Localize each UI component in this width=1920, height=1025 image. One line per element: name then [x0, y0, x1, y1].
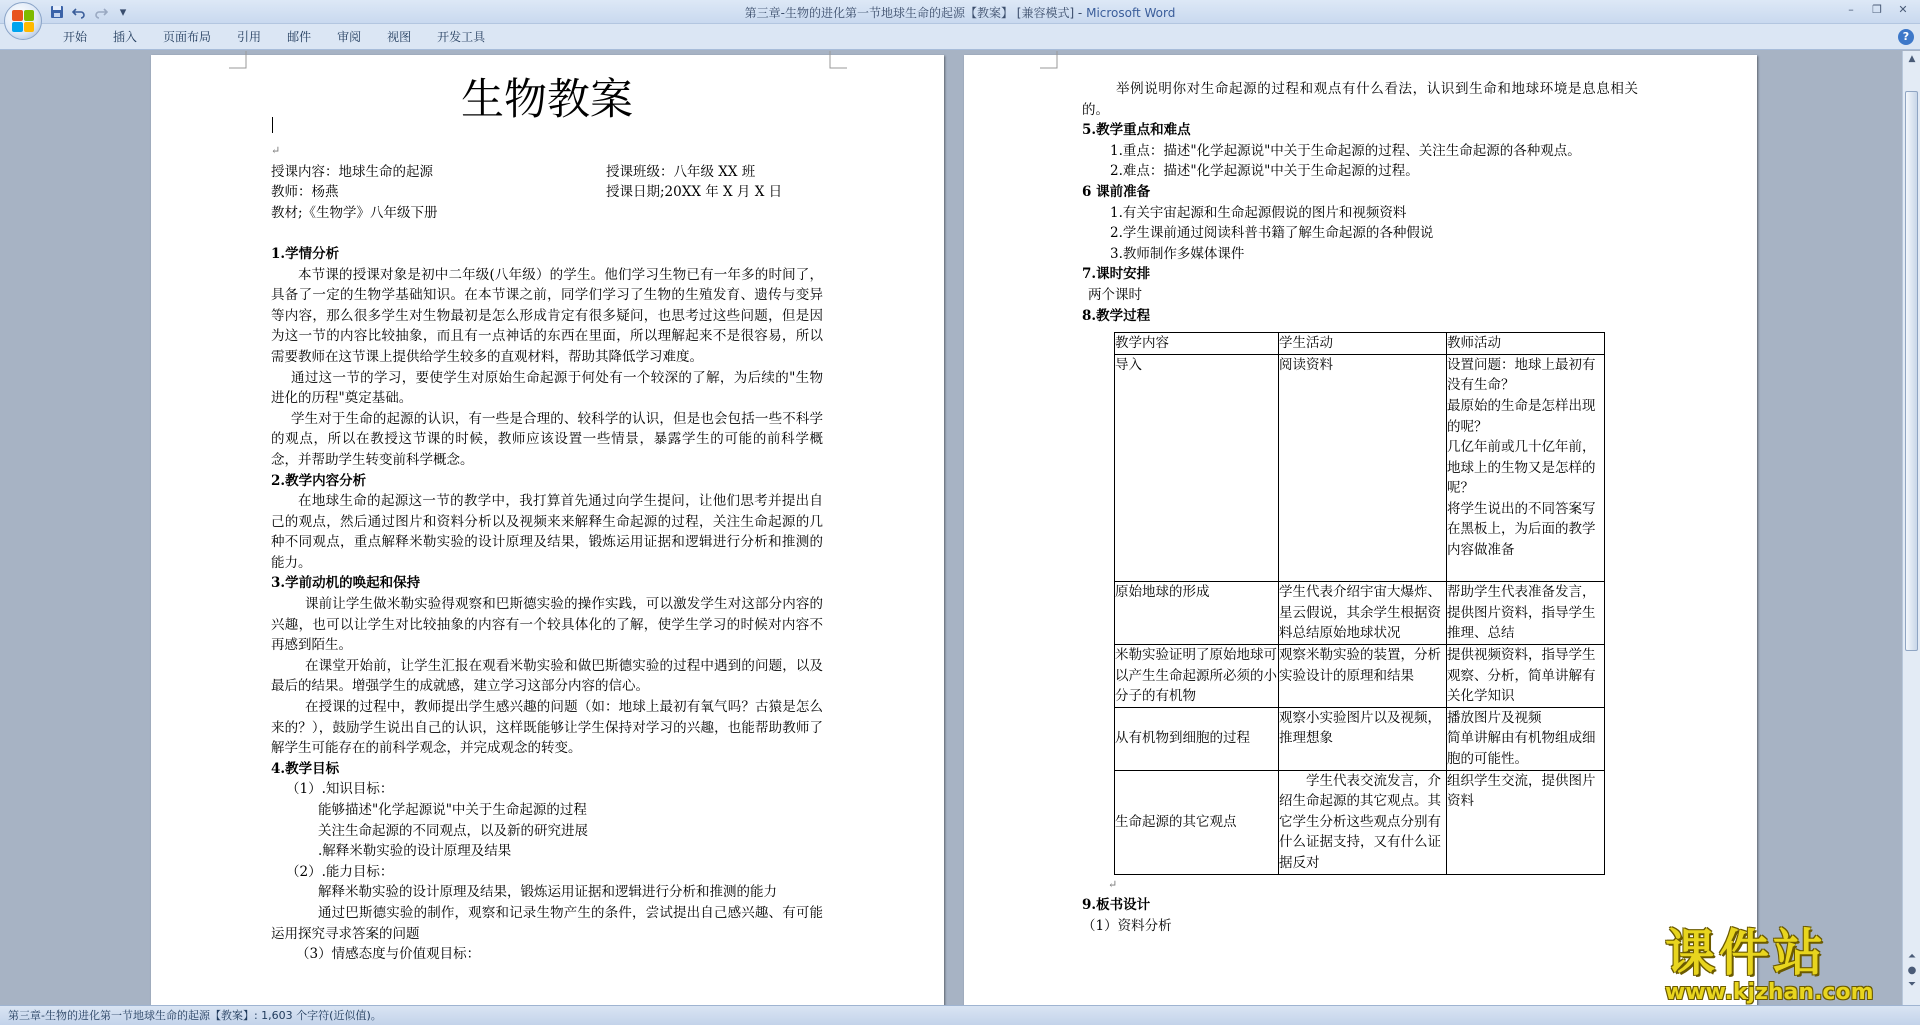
tab-view[interactable]: 视图	[387, 30, 412, 44]
table-row	[1115, 770, 1605, 874]
table-row	[1115, 582, 1605, 645]
list-item: 两个课时	[1088, 286, 1142, 303]
tab-developer[interactable]: 开发工具	[437, 30, 486, 44]
section-heading: 8.教学过程	[1082, 307, 1151, 324]
cell-line: 简单讲解由有机物组成细胞的可能性。	[1447, 730, 1596, 767]
table-cell: 帮助学生代表准备发言，提供图片资料，指导学生推理、总结	[1447, 582, 1605, 645]
cell-line: 播放图片及视频	[1447, 709, 1542, 726]
objective-label: （3）情感态度与价值观目标：	[296, 946, 481, 963]
cell-line: 几亿年前或几十亿年前，地球上的生物又是怎样的呢？	[1447, 439, 1596, 497]
objective-label: （1）.知识目标：	[286, 781, 394, 798]
section-heading: 1.学情分析	[271, 245, 340, 262]
paragraph: 举例说明你对生命起源的过程和观点有什么看法，认识到生命和地球环境是息息相关的。	[1082, 81, 1638, 118]
watermark-url: www.kjzhan.com	[1665, 980, 1874, 1005]
paragraph: 在授课的过程中，教师提出学生感兴趣的问题（如：地球上最初有氧气吗？古猿是怎么来的？），鼓励学生说出自己的认识，这样既能够让学生保持对学习的兴趣，也能帮助教师了解学生可能存在的前科学观念，并完成观念的转变。	[271, 699, 823, 757]
help-icon[interactable]: ?	[1898, 29, 1914, 45]
tab-references[interactable]: 引用	[237, 30, 262, 44]
table-cell	[1115, 707, 1279, 770]
app-name: Microsoft Word	[1086, 6, 1176, 20]
paragraph: 课前让学生做米勒实验得观察和巴斯德实验的操作实践，可以激发学生对这部分内容的兴趣，也可以让学生对比较抽象的内容有一个较具体化的了解，使学生学习的时候对内容不再感到陌生。	[271, 596, 823, 654]
objective-item: .解释米勒实验的设计原理及结果	[318, 843, 512, 860]
close-icon[interactable]: ✕	[1898, 2, 1908, 16]
list-item: 1.有关宇宙起源和生命起源假说的图片和视频资料	[1110, 204, 1407, 221]
chevron-down-icon[interactable]: ▾	[119, 4, 127, 20]
objective-item: 解释米勒实验的设计原理及结果，锻炼运用证据和逻辑进行分析和推测的能力	[318, 884, 777, 901]
paragraph: 通过这一节的学习，要使学生对原始生命起源于何处有一个较深的了解，为后续的"生物进化的历程"奠定基础。	[271, 369, 823, 407]
document-title: 第三章-生物的进化第一节地球生命的起源【教案】 [兼容模式] -	[744, 6, 1083, 20]
table-row	[1115, 707, 1605, 770]
list-item: 2.学生课前通过阅读科普书籍了解生命起源的各种假说	[1110, 225, 1434, 242]
table-cell: 学生代表交流发言，介绍生命起源的其它观点。其它学生分析这些观点分别有什么证据支持，又有什么证据反对	[1279, 770, 1447, 874]
list-item: 3.教师制作多媒体课件	[1110, 245, 1245, 262]
table-header: 教学内容	[1115, 333, 1279, 355]
paragraph: 本节课的授课对象是初中二年级(八年级）的学生。他们学习生物已有一年多的时间了，具备了一定的生物学基础知识。在本节课之前，同学们学习了生物的生殖发育、遗传与变异等内容，那么很多学生对生物最初是怎么形成肯定有很多疑问，也思考过这些问题，但是因为这一节的内容比较抽象，而且有一点神话的东西在里面，所以理解起来不是很容易，所以需要教师在这节课上提供给学生较多的直观材料，帮助其降低学习难度。	[271, 266, 823, 365]
table-cell: 观察米勒实验的装置，分析实验设计的原理和结果	[1279, 645, 1447, 708]
page-2-content	[1082, 79, 1638, 936]
meta-class: 授课班级：八年级 XX 班	[606, 163, 756, 180]
paragraph: 在课堂开始前，让学生汇报在观看米勒实验和做巴斯德实验的过程中遇到的问题，以及最后的结果。增强学生的成就感，建立学习这部分内容的信心。	[271, 657, 823, 695]
meta-textbook: 教材;《生物学》八年级下册	[271, 204, 438, 221]
ribbon	[0, 24, 1920, 50]
table-cell: 提供视频资料，指导学生观察、分析，简单讲解有关化学知识	[1447, 645, 1605, 708]
section-heading: 6 课前准备	[1082, 183, 1151, 200]
table-cell: 学生代表介绍宇宙大爆炸、星云假说，其余学生根据资料总结原始地球状况	[1279, 582, 1447, 645]
table-cell: 原始地球的形成	[1115, 582, 1279, 645]
paragraph: 在地球生命的起源这一节的教学中，我打算首先通过向学生提问，让他们思考并提出自己的观点，然后通过图片和资料分析以及视频来来解释生命起源的过程，关注生命起源的几种不同观点，重点解释米勒实验的设计原理及结果，锻炼运用证据和逻辑进行分析和推测的能力。	[271, 493, 823, 571]
section-heading: 9.板书设计	[1082, 897, 1151, 914]
ribbon-tabs	[50, 24, 498, 50]
table-header-row	[1115, 333, 1605, 355]
document-area[interactable]	[0, 51, 1902, 1005]
scroll-thumb[interactable]	[1905, 91, 1918, 651]
cell-line: 最原始的生命是怎样出现的呢？	[1447, 397, 1596, 435]
list-item: （1）资料分析	[1082, 917, 1172, 934]
minimize-icon[interactable]: –	[1848, 2, 1854, 16]
table-cell: 生命起源的其它观点	[1115, 770, 1279, 874]
table-header: 教师活动	[1447, 333, 1605, 355]
section-heading: 2.教学内容分析	[271, 472, 367, 489]
next-page-icon[interactable]: ⏷	[1908, 979, 1916, 990]
meta-date: 授课日期;20XX 年 X 月 X 日	[606, 184, 783, 201]
meta-teacher: 教师：杨燕	[271, 184, 339, 201]
paragraph-mark: ↵	[1108, 877, 1118, 891]
tab-review[interactable]: 审阅	[337, 30, 362, 44]
page-2[interactable]	[964, 55, 1757, 1005]
objective-label: （2）.能力目标：	[286, 863, 394, 880]
section-heading: 5.教学重点和难点	[1082, 122, 1191, 139]
browse-object-icon[interactable]: ●	[1907, 965, 1917, 976]
paragraph: 学生对于生命的起源的认识，有一些是合理的、较科学的认识，但是也会包括一些不科学的观点，所以在教授这节课的时候，教师应该设置一些情景，暴露学生的可能的前科学概念，并帮助学生转变前科学概念。	[271, 410, 823, 468]
table-cell: 导入	[1115, 354, 1279, 582]
status-bar	[0, 1005, 1920, 1025]
table-cell: 观察小实验图片以及视频，推理想象	[1279, 707, 1447, 770]
table-cell	[1447, 707, 1605, 770]
tab-mailings[interactable]: 邮件	[287, 30, 312, 44]
title-bar	[0, 0, 1920, 24]
objective-item: 关注生命起源的不同观点，以及新的研究进展	[318, 822, 588, 839]
office-logo-icon	[12, 10, 34, 32]
list-item: 1.重点：描述"化学起源说"中关于生命起源的过程、关注生命起源的各种观点。	[1110, 142, 1581, 159]
table-cell: 组织学生交流，提供图片资料	[1447, 770, 1605, 874]
status-text: 第三章-生物的进化第一节地球生命的起源【教案】: 1,603 个字符(近似值)。	[8, 1009, 382, 1022]
page-1-content	[271, 65, 823, 965]
table-cell	[1447, 354, 1605, 582]
restore-icon[interactable]: ❐	[1872, 2, 1882, 16]
cell-line: 从有机物到细胞的过程	[1115, 730, 1250, 747]
watermark-logo	[1665, 925, 1905, 1005]
meta-row	[271, 162, 823, 183]
cell-line: 设置问题：地球上最初有没有生命？	[1447, 356, 1596, 394]
office-button[interactable]	[4, 2, 42, 40]
tab-page-layout[interactable]: 页面布局	[163, 30, 212, 44]
cell-line: 将学生说出的不同答案写在黑板上，为后面的教学内容做准备	[1447, 500, 1596, 559]
tab-home[interactable]: 开始	[63, 30, 88, 44]
cell-spacer	[1447, 561, 1604, 582]
window-controls	[1838, 0, 1916, 18]
table-cell: 阅读资料	[1279, 354, 1447, 582]
meta-row	[271, 182, 823, 203]
section-heading: 4.教学目标	[271, 760, 340, 777]
margin-corner-mark	[1040, 51, 1062, 73]
table-header: 学生活动	[1279, 333, 1447, 355]
lesson-table	[1114, 332, 1605, 874]
section-heading: 3.学前动机的唤起和保持	[271, 575, 421, 592]
tab-insert[interactable]: 插入	[113, 30, 138, 44]
previous-page-icon[interactable]: ⏶	[1908, 951, 1916, 962]
table-row	[1115, 645, 1605, 708]
paragraph: 通过巴斯德实验的制作，观察和记录生物产生的条件，尝试提出自己感兴趣、有可能运用探究寻求答案的问题	[271, 904, 823, 942]
page-1[interactable]	[151, 55, 944, 1005]
window-title	[0, 4, 1920, 21]
list-item: 2.难点：描述"化学起源说"中关于生命起源的过程。	[1110, 163, 1419, 180]
table-row	[1115, 354, 1605, 582]
meta-content: 授课内容：地球生命的起源	[271, 163, 433, 180]
page-title: 生物教案	[461, 75, 633, 125]
objective-item: 能够描述"化学起源说"中关于生命起源的过程	[318, 802, 587, 818]
paragraph-mark	[271, 223, 823, 244]
section-heading: 7.课时安排	[1082, 266, 1151, 283]
vertical-scrollbar[interactable]	[1902, 51, 1920, 1005]
paragraph-mark: ↵	[271, 144, 281, 157]
margin-corner-mark	[229, 51, 251, 73]
watermark-title: 课件站	[1665, 924, 1827, 982]
margin-corner-mark	[825, 51, 847, 73]
cell-spacer	[1115, 708, 1278, 729]
scroll-up-icon[interactable]: ▲	[1908, 54, 1916, 64]
table-cell: 米勒实验证明了原始地球可以产生生命起源所必须的小分子的有机物	[1115, 645, 1279, 708]
